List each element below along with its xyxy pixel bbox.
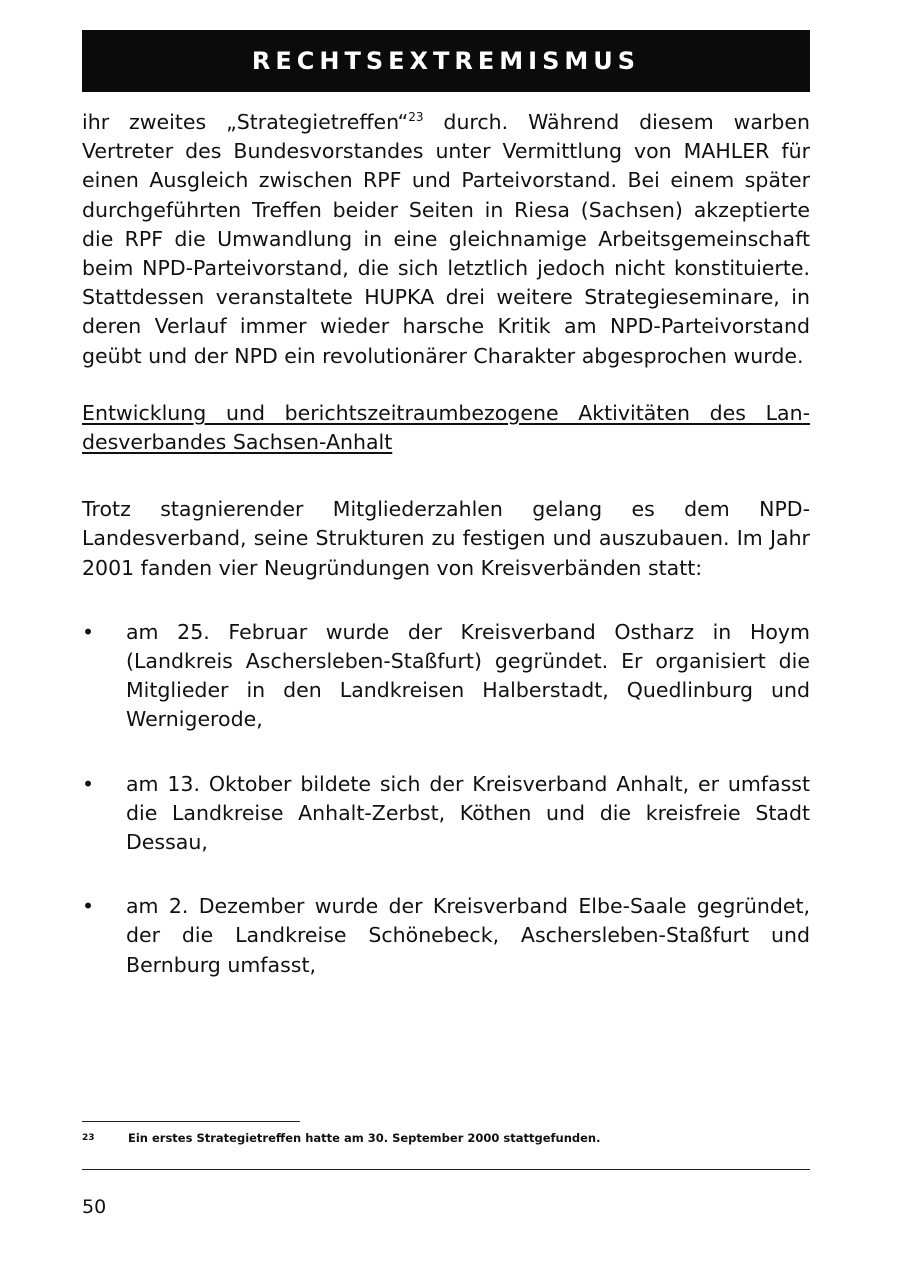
page-number: 50	[82, 1196, 107, 1218]
page-body	[82, 108, 810, 980]
running-header	[82, 30, 810, 92]
bullet-icon: •	[82, 894, 95, 919]
bullet-list	[82, 618, 810, 980]
list-item	[82, 892, 810, 980]
footnote-reference[interactable]: 23	[408, 110, 424, 125]
intro-paragraph	[82, 108, 810, 371]
bullet-icon: •	[82, 619, 95, 644]
running-header-title: RECHTSEXTREMISMUS	[251, 47, 641, 75]
list-item-text: am 13. Oktober bildete sich der Kreisverband Anhalt, er umfasst die Landkreise Anhalt-Zerbst, Köthen und die kreisfreie Stadt Dessau,	[126, 771, 810, 855]
list-item	[82, 770, 810, 858]
footnote	[82, 1130, 810, 1146]
intro-text-rest: durch. Während diesem warben Vertreter des Bundesvorstandes unter Vermittlung von MAHLER für einen Ausgleich zwischen RPF und Parteivorstand. Bei einem später durchgeführten Treffen beider Seiten in Riesa (Sachsen) akzeptierte die RPF die Umwandlung in eine gleichnamige Arbeitsgemeinschaft beim NPD-Parteivorstand, die sich letztlich jedoch nicht konstituierte. Stattdessen veranstaltete HUPKA drei weitere Strategieseminare, in deren Verlauf immer wieder harsche Kritik am NPD-Parteivorstand geübt und der NPD ein revolutionärer Charakter abgesprochen wurde.	[82, 110, 810, 368]
section-paragraph: Trotz stagnierender Mitgliederzahlen gelang es dem NPD-Landesverband, seine Strukturen zu festigen und auszubauen. Im Jahr 2001 fanden vier Neugründungen von Kreisverbänden statt:	[82, 497, 810, 580]
section-heading: Entwicklung und berichtszeitraumbezogene Aktivitäten des Landesverbandes Sachsen-Anhalt	[82, 400, 810, 455]
list-item-text: am 25. Februar wurde der Kreisverband Ostharz in Hoym (Landkreis Aschersleben-Staßfurt) gegründet. Er organisiert die Mitglieder in den Landkreisen Halberstadt, Quedlinburg und Wernigerode,	[126, 619, 810, 732]
list-item-text: am 2. Dezember wurde der Kreisverband Elbe-Saale gegründet, der die Landkreise Schönebeck, Aschersleben-Staßfurt und Bernburg umfasst,	[126, 894, 810, 977]
list-item	[82, 618, 810, 735]
footer-divider	[82, 1169, 810, 1170]
footnote-divider	[82, 1121, 300, 1122]
footnote-number: 23	[82, 1133, 95, 1143]
footnote-text: Ein erstes Strategietreffen hatte am 30. September 2000 stattgefunden.	[128, 1131, 601, 1145]
intro-text-start: ihr zweites „Strategietreffen“	[82, 110, 409, 134]
bullet-icon: •	[82, 771, 95, 796]
